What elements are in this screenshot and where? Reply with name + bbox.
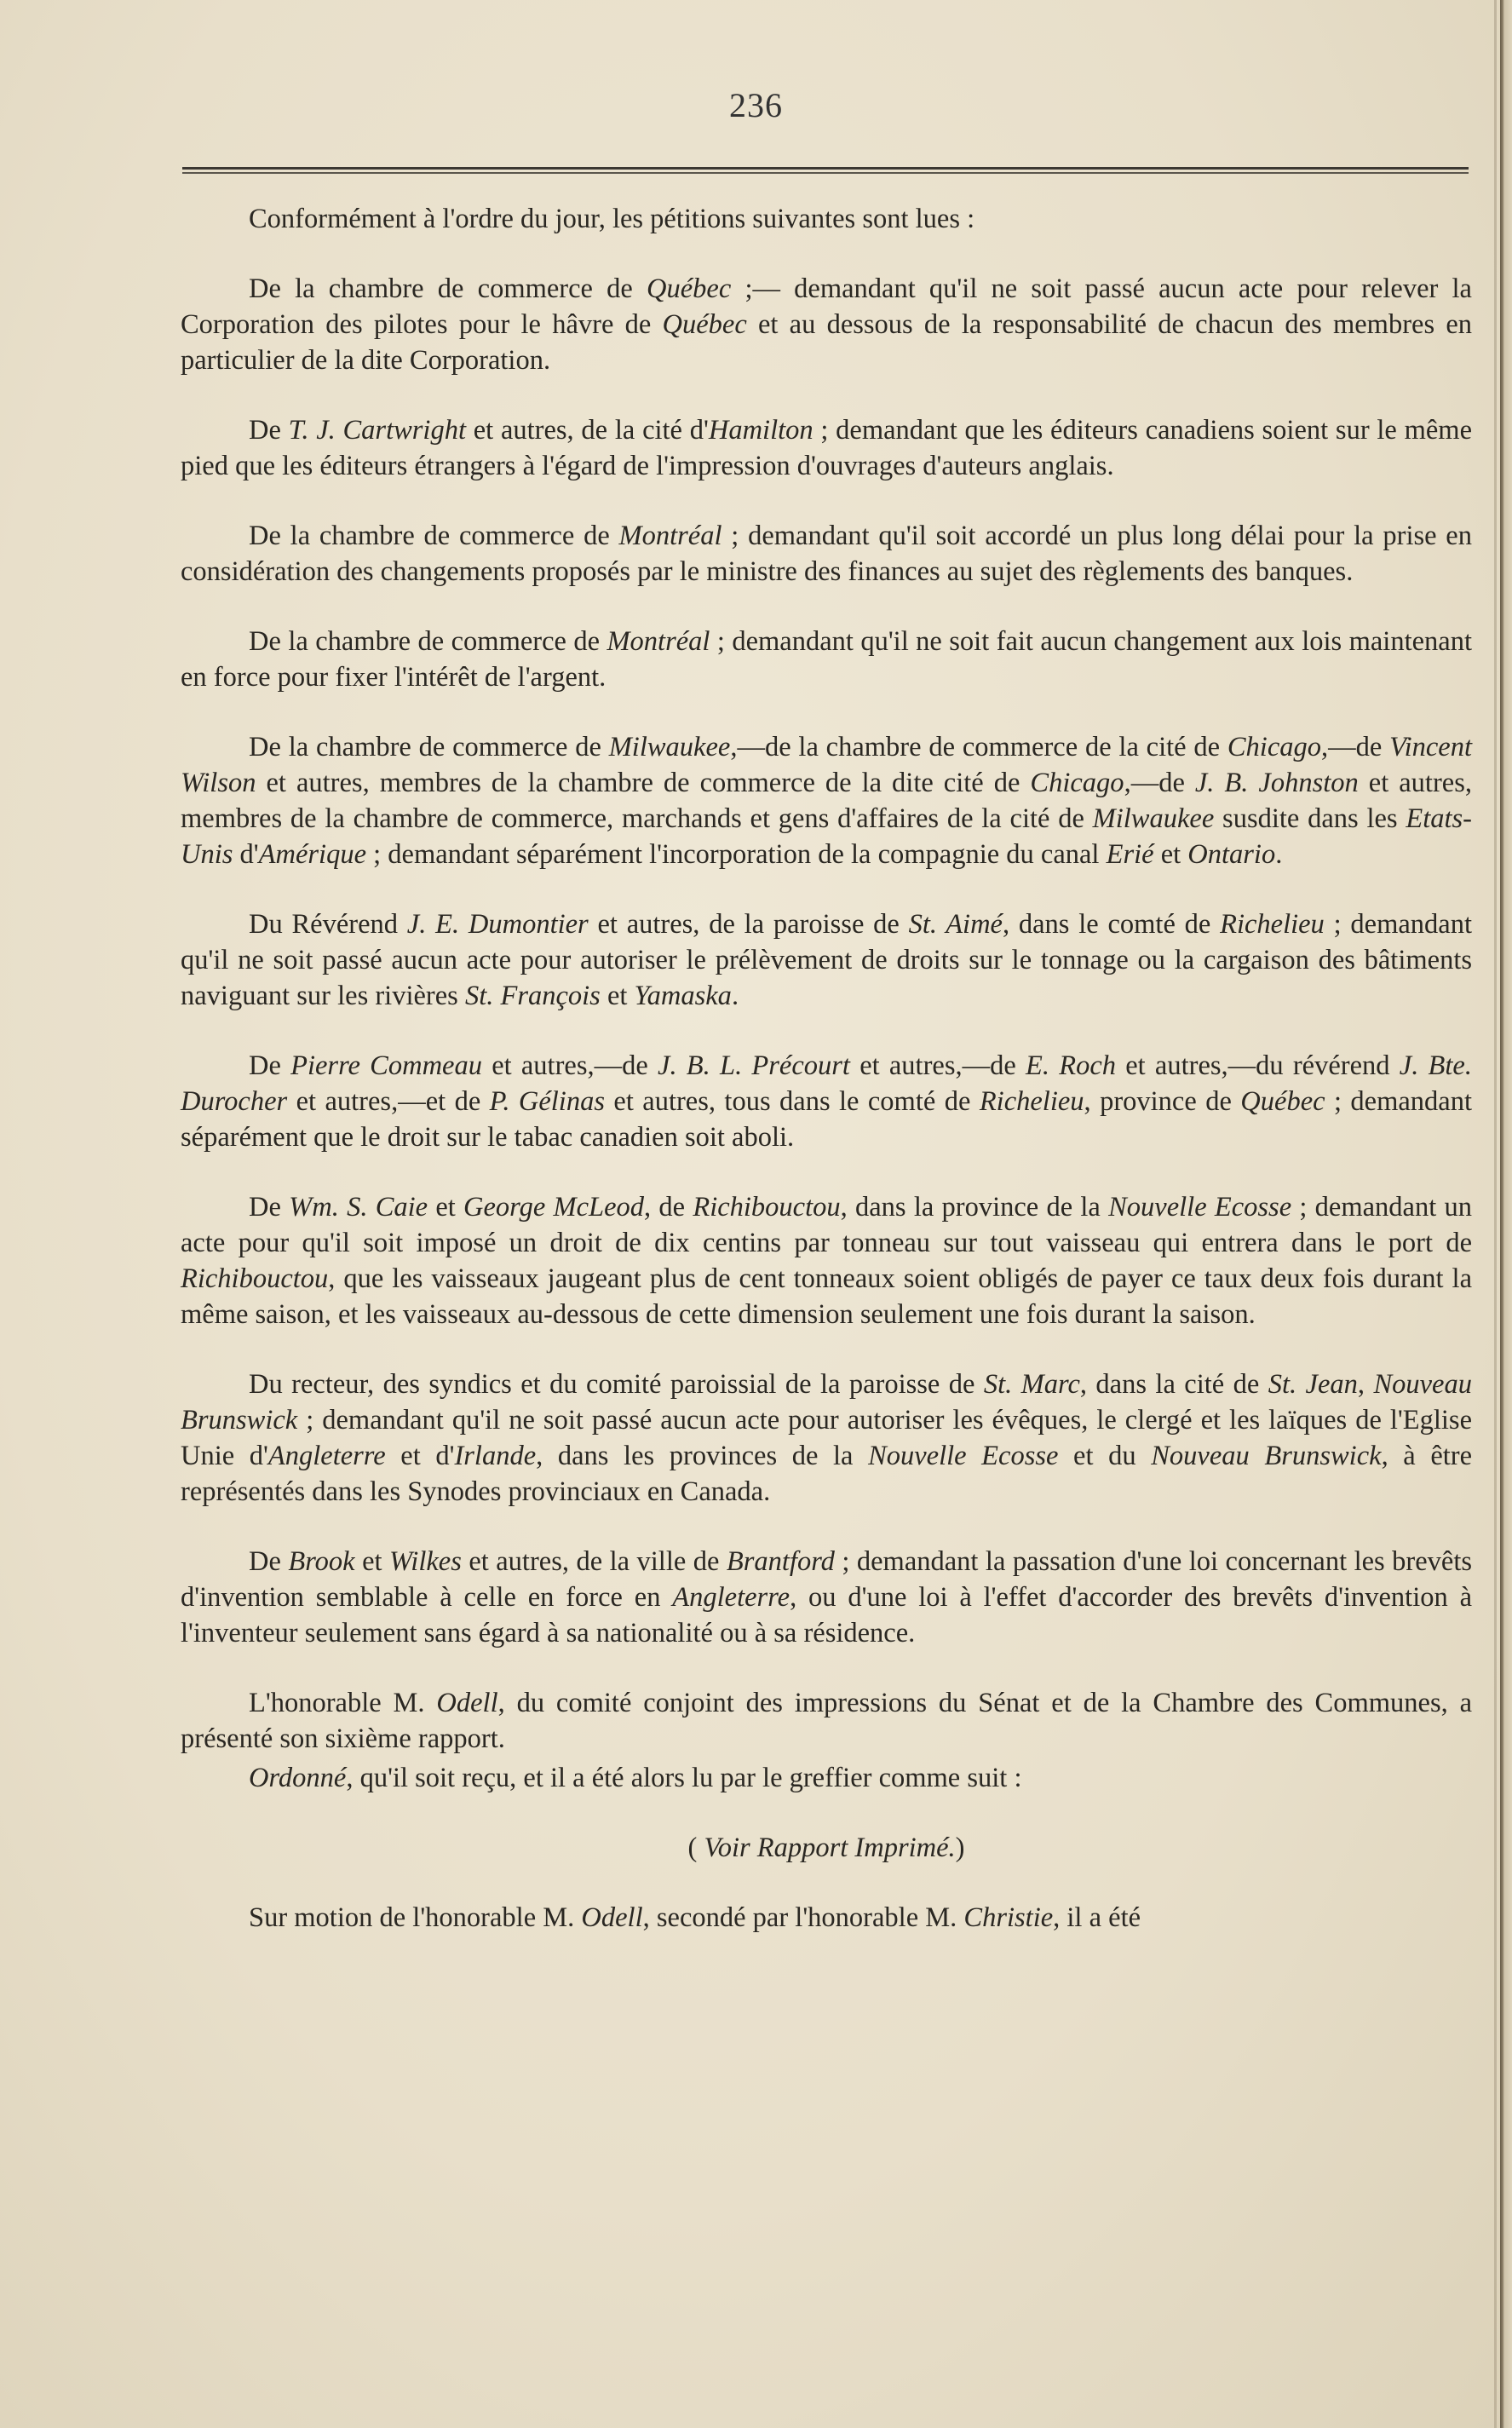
text-run: , que les vaisseaux jaugeant plus de cent tonneaux soient obligés de payer ce taux deux fois durant la même saison, et les vaisseaux au-dessous de cette dimension seulement une fois durant la saison.: [181, 1263, 1472, 1330]
italic-run: Odell: [436, 1688, 498, 1718]
text-run: et autres, tous dans le comté de: [604, 1086, 980, 1117]
text-run: ; demandant qu'il ne soit fait aucun changement aux lois maintenant en force pour fixer l'intérêt de l'argent.: [181, 626, 1472, 693]
petition-dumontier-tonnage: [181, 906, 1472, 1014]
text-run: et d': [385, 1441, 455, 1471]
text-run: De: [249, 1192, 290, 1223]
text-run: et autres, membres de la chambre de commerce, marchands et gens d'affaires de la cité de: [181, 768, 1472, 834]
text-run: , ou d'une loi à l'effet d'accorder des brevêts d'invention à l'inventeur seulement sans égard à sa nationalité ou à sa résidence.: [181, 1582, 1472, 1648]
italic-run: St. Marc: [983, 1369, 1080, 1400]
italic-run: Voir Rapport Imprimé.: [704, 1833, 956, 1863]
header-double-rule: [182, 167, 1469, 175]
petition-montreal-interest: [181, 624, 1472, 695]
text-run: ,: [1357, 1369, 1374, 1400]
italic-run: Nouveau Brunswick: [1151, 1441, 1382, 1471]
italic-run: Richibouctou: [693, 1192, 841, 1223]
text-run: ; demandant séparément que le droit sur le tabac canadien soit aboli.: [181, 1086, 1472, 1153]
text-run: d': [233, 839, 259, 870]
text-run: , dans le comté de: [1002, 909, 1221, 940]
text-run: et au dessous de la responsabilité de chacun des membres en particulier de la dite Corporation.: [181, 309, 1472, 376]
text-run: , secondé par l'honorable M.: [642, 1902, 964, 1933]
text-run: et autres, de la cité d': [466, 415, 709, 446]
italic-run: Chicago: [1227, 732, 1322, 762]
intro-paragraph: [181, 201, 1472, 237]
italic-run: St. François: [464, 981, 601, 1011]
text-run: ,—de: [1124, 768, 1195, 798]
text-run: , de: [644, 1192, 693, 1223]
text-run: et du: [1058, 1441, 1152, 1471]
text-run: et: [1153, 839, 1188, 870]
text-run: ;— demandant qu'il ne soit passé aucun acte pour relever la Corporation des pilotes pour le hâvre de: [181, 273, 1472, 340]
italic-run: J. E. Dumontier: [406, 909, 589, 940]
text-run: et: [354, 1546, 390, 1577]
text-run: ; demandant qu'il soit accordé un plus long délai pour la prise en considération des changements proposés par le ministre des finances au sujet des règlements des banques.: [181, 521, 1472, 587]
italic-run: Yamaska: [634, 981, 732, 1011]
italic-run: Richelieu: [979, 1086, 1084, 1117]
see-printed-report: [181, 1830, 1472, 1866]
text-run: De la chambre de commerce de: [249, 626, 607, 657]
petition-richibouctou-port: [181, 1189, 1472, 1332]
text-run: Du recteur, des syndics et du comité paroissial de la paroisse de: [249, 1369, 984, 1400]
text-run: Sur motion de l'honorable M.: [249, 1902, 582, 1933]
italic-run: Wm. S. Caie: [289, 1192, 428, 1223]
motion-odell-christie: [181, 1900, 1472, 1936]
italic-run: Vincent Wilson: [181, 732, 1472, 798]
italic-run: Wilkes: [389, 1546, 462, 1577]
italic-run: T. J. Cartwright: [288, 415, 466, 446]
page-edge-line: [1494, 0, 1497, 2428]
page-edge-shadow: [1500, 0, 1512, 2428]
text-run: De la chambre de commerce de: [249, 521, 619, 551]
italic-run: J. B. L. Précourt: [658, 1050, 850, 1081]
text-run: .: [1275, 839, 1283, 870]
document-body: [181, 201, 1472, 1970]
petition-richelieu-tobacco: [181, 1048, 1472, 1155]
text-run: ; demandant séparément l'incorporation de la compagnie du canal: [366, 839, 1107, 870]
text-run: et autres, de la ville de: [461, 1546, 727, 1577]
italic-run: St. Jean: [1268, 1369, 1358, 1400]
italic-run: Montréal: [618, 521, 722, 551]
text-run: , dans la province de la: [840, 1192, 1109, 1223]
italic-run: Erié: [1106, 839, 1154, 870]
italic-run: J. B. Johnston: [1194, 768, 1359, 798]
italic-run: P. Gélinas: [489, 1086, 605, 1117]
italic-run: Ontario: [1187, 839, 1276, 870]
report-presented: [181, 1685, 1472, 1757]
text-run: , dans les provinces de la: [536, 1441, 869, 1471]
italic-run: Christie: [963, 1902, 1054, 1933]
text-run: , qu'il soit reçu, et il a été alors lu par le greffier comme suit :: [346, 1763, 1022, 1793]
italic-run: Etats-Unis: [181, 803, 1472, 870]
text-run: , dans la cité de: [1079, 1369, 1268, 1400]
text-run: ,—de la chambre de commerce de la cité de: [730, 732, 1227, 762]
italic-run: Chicago: [1030, 768, 1124, 798]
text-run: ; demandant qu'il ne soit passé aucun acte pour autoriser les évêques, le clergé et les laïques de l'Eglise Unie d': [181, 1405, 1472, 1471]
text-run: ; demandant que les éditeurs canadiens soient sur le même pied que les éditeurs étrangers à l'égard de l'impression d'ouvrages d'auteurs anglais.: [181, 415, 1473, 481]
petition-cartwright-hamilton: [181, 412, 1472, 484]
text-run: ; demandant la passation d'une loi concernant les brevêts d'invention semblable à celle en force en: [181, 1546, 1472, 1613]
italic-run: J. Bte. Durocher: [181, 1050, 1472, 1117]
petition-montreal-banks: [181, 518, 1472, 590]
page-number: 236: [729, 86, 783, 124]
italic-run: Brantford: [726, 1546, 835, 1577]
text-run: et autres,—de: [481, 1050, 658, 1081]
text-run: ; demandant un acte pour qu'il soit imposé un droit de dix centins par tonneau sur tout vaisseau qui entrera dans le port de: [181, 1192, 1472, 1258]
italic-run: Nouvelle Ecosse: [1108, 1192, 1292, 1223]
text-run: ): [955, 1833, 965, 1863]
text-run: De la chambre de commerce de: [249, 732, 609, 762]
italic-run: Montréal: [607, 626, 710, 657]
italic-run: Ordonné: [249, 1763, 347, 1793]
petition-quebec-pilots: [181, 271, 1472, 378]
italic-run: Odell: [581, 1902, 643, 1933]
text-run: , du comité conjoint des impressions du Sénat et de la Chambre des Communes, a présenté son sixième rapport.: [181, 1688, 1473, 1754]
text-run: L'honorable M.: [249, 1688, 437, 1718]
italic-run: Milwaukee: [608, 732, 731, 762]
text-run: De la chambre de commerce de: [249, 273, 647, 304]
text-run: et autres, membres de la chambre de commerce de la dite cité de: [256, 768, 1031, 798]
petition-st-marc-synodes: [181, 1366, 1472, 1510]
italic-run: Milwaukee: [1092, 803, 1215, 834]
text-run: De: [249, 1546, 289, 1577]
text-run: et autres, de la paroisse de: [588, 909, 909, 940]
text-run: De: [249, 415, 289, 446]
italic-run: Angleterre: [672, 1582, 790, 1613]
italic-run: Québec: [662, 309, 747, 340]
text-run: et: [428, 1192, 464, 1223]
text-run: Du Révérend: [249, 909, 407, 940]
text-run: , il a été: [1053, 1902, 1141, 1933]
text-run: , à être représentés dans les Synodes provinciaux en Canada.: [181, 1441, 1473, 1507]
text-run: susdite dans les: [1214, 803, 1406, 834]
text-run: et autres,—du révérend: [1116, 1050, 1400, 1081]
report-ordered: [181, 1760, 1472, 1796]
italic-run: E. Roch: [1026, 1050, 1116, 1081]
petition-erie-ontario-canal: [181, 729, 1472, 872]
italic-run: Angleterre: [267, 1441, 386, 1471]
text-run: ,—de: [1321, 732, 1390, 762]
italic-run: George McLeod: [463, 1192, 645, 1223]
italic-run: Québec: [1240, 1086, 1325, 1117]
italic-run: Amérique: [258, 839, 366, 870]
text-run: et: [600, 981, 635, 1011]
italic-run: Québec: [647, 273, 732, 304]
text-run: Conformément à l'ordre du jour, les pétitions suivantes sont lues :: [249, 204, 975, 234]
italic-run: Richibouctou: [181, 1263, 329, 1294]
text-run: De: [249, 1050, 291, 1081]
text-run: et autres,—de: [849, 1050, 1026, 1081]
petition-brantford-patents: [181, 1544, 1472, 1651]
text-run: .: [731, 981, 739, 1011]
italic-run: Pierre Commeau: [290, 1050, 482, 1081]
text-run: ; demandant qu'il ne soit passé aucun acte pour autoriser le prélèvement de droits sur le tonnage ou la cargaison des bâtiments naviguant sur les rivières: [181, 909, 1472, 1011]
italic-run: Richelieu: [1220, 909, 1325, 940]
text-run: , province de: [1084, 1086, 1241, 1117]
text-run: (: [687, 1833, 704, 1863]
italic-run: Nouveau Brunswick: [181, 1369, 1472, 1436]
text-run: et autres,—et de: [287, 1086, 490, 1117]
italic-run: St. Aimé: [908, 909, 1003, 940]
italic-run: Nouvelle Ecosse: [868, 1441, 1059, 1471]
italic-run: Brook: [288, 1546, 355, 1577]
italic-run: Irlande: [454, 1441, 537, 1471]
italic-run: Hamilton: [708, 415, 813, 446]
